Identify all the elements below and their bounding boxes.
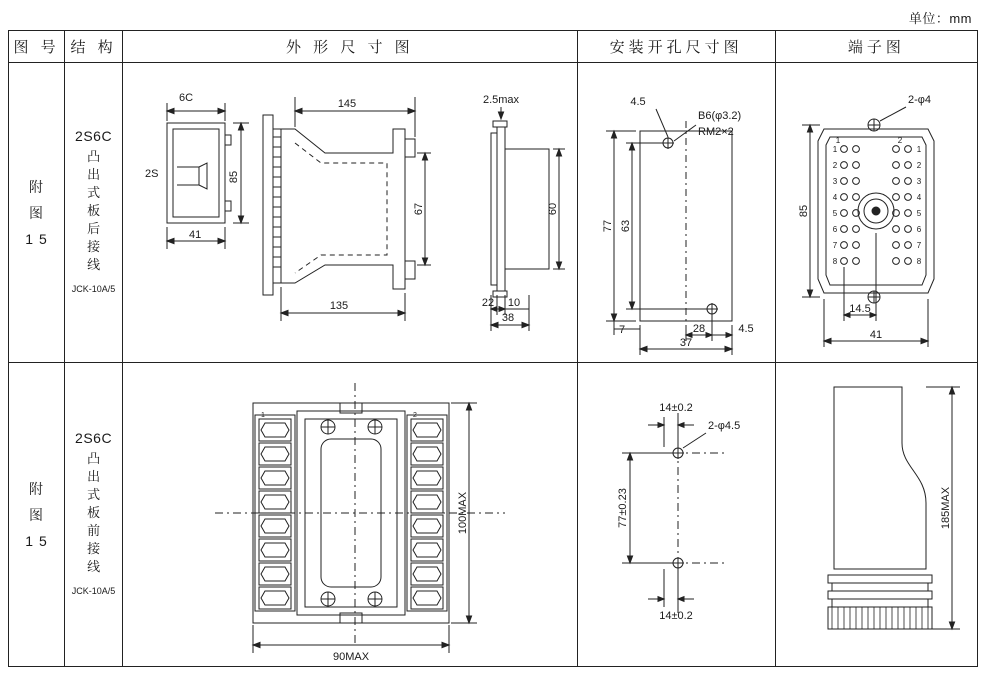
dim-label: 145 (337, 98, 357, 110)
structure-text-line: 接 (87, 540, 101, 556)
dim-label: 85 (798, 204, 811, 218)
drawing-no-line: 图 (29, 204, 45, 221)
dim-label: 41 (188, 229, 202, 241)
structure-text-line: 接 (87, 238, 101, 254)
table-row (9, 363, 978, 667)
dim-label: 77±0.23 (617, 488, 630, 528)
outline-drawing-row1 (125, 63, 575, 359)
cell-structure-1 (65, 63, 123, 363)
terminal-number: 4 (833, 193, 838, 202)
drawing-no-line: 附 (29, 178, 45, 195)
cell-outline-2 (123, 363, 577, 667)
structure-text-line: 线 (87, 558, 101, 574)
dim-label: 14±0.2 (659, 610, 693, 622)
cell-drawing-no-1 (9, 63, 65, 363)
structure-text-line: 后 (87, 220, 101, 236)
dim-label: 14.5 (849, 303, 872, 315)
structure-text-line: 板 (87, 202, 101, 218)
structure-text-line: 凸 (87, 148, 101, 164)
structure-text-line: 前 (87, 522, 101, 538)
terminal-number: 7 (833, 241, 838, 250)
terminal-drawing-row1 (776, 63, 976, 359)
terminal-group-no: 1 (260, 412, 265, 419)
dim-label: 4.5 (630, 96, 646, 108)
dim-label: 2.5max (482, 94, 519, 106)
structure-text-line: 出 (87, 468, 101, 484)
drawing-no-line: 附 (29, 480, 45, 497)
header-structure: 结 构 (65, 31, 123, 63)
structure-model: 2S6C (75, 127, 113, 144)
terminal-number: 8 (917, 257, 922, 266)
structure-code: JCK-10A/5 (71, 585, 116, 596)
dim-label: 38 (501, 312, 514, 324)
cell-drawing-no-2 (9, 363, 65, 667)
dim-label: 10 (507, 297, 520, 309)
structure-model: 2S6C (75, 429, 113, 446)
dim-label: 37 (680, 337, 693, 349)
mounting-drawing-row1 (578, 63, 774, 359)
terminal-number: 4 (917, 193, 922, 202)
terminal-group-no: 2 (412, 412, 417, 419)
dim-label: 100MAX (456, 491, 469, 535)
terminal-number: 3 (917, 177, 922, 186)
structure-text-line: 式 (87, 184, 101, 200)
drawing-no-line: 1 5 (25, 532, 48, 549)
dim-label: 7 (619, 324, 626, 336)
dim-label: 63 (620, 219, 633, 233)
outline-drawing-row2 (125, 363, 575, 663)
cell-mounting-2 (577, 363, 775, 667)
unit-note: 单位：mm (908, 11, 972, 26)
cell-structure-2 (65, 363, 123, 667)
dim-label: 60 (546, 202, 559, 216)
terminal-number: 2 (833, 161, 838, 170)
dim-label: 41 (870, 329, 883, 341)
dim-label: 90MAX (332, 651, 369, 663)
structure-text-line: 出 (87, 166, 101, 182)
dim-label: 28 (693, 323, 706, 335)
table-row (9, 63, 978, 363)
terminal-number: 2 (917, 161, 922, 170)
terminal-number: 7 (917, 241, 922, 250)
dim-label: 77 (602, 219, 615, 233)
structure-text-line: 板 (87, 504, 101, 520)
dim-label: 4.5 (738, 323, 754, 335)
structure-code: JCK-10A/5 (71, 283, 116, 294)
structure-text-line: 线 (87, 256, 101, 272)
header-terminal: 端子图 (775, 31, 977, 63)
cell-outline-1 (123, 63, 577, 363)
dim-label: 85 (227, 170, 240, 184)
terminal-number: 5 (917, 209, 922, 218)
dim-label: 67 (412, 202, 425, 216)
terminal-number: 1 (917, 145, 922, 154)
header-mounting-hole: 安装开孔尺寸图 (577, 31, 775, 63)
cell-terminal-2 (775, 363, 977, 667)
drawing-no-line: 图 (29, 506, 45, 523)
dim-label: 2S (144, 168, 159, 180)
dim-label: 2-φ4.5 (708, 420, 741, 432)
drawing-no-line: 1 5 (25, 230, 48, 247)
dim-label: B6(φ3.2) (698, 110, 742, 122)
header-outline-dimensions: 外 形 尺 寸 图 (123, 31, 577, 63)
dim-label: 22 (481, 297, 494, 309)
dim-label: 6C (178, 92, 193, 104)
terminal-number: 3 (833, 177, 838, 186)
dimension-table (8, 30, 978, 667)
cell-mounting-1 (577, 63, 775, 363)
terminal-number: 6 (833, 225, 838, 234)
structure-text-line: 式 (87, 486, 101, 502)
structure-text-line: 凸 (87, 450, 101, 466)
dim-label: 185MAX (940, 486, 953, 530)
terminal-group-no: 2 (898, 136, 903, 145)
mounting-drawing-row2 (578, 363, 774, 663)
dim-label: 2-φ4 (908, 94, 932, 106)
terminal-drawing-row2 (776, 363, 976, 663)
table-header-row (9, 31, 978, 63)
terminal-number: 5 (833, 209, 838, 218)
cell-terminal-1 (775, 63, 977, 363)
terminal-number: 1 (833, 145, 838, 154)
terminal-group-no: 1 (836, 136, 841, 145)
dim-label: RM2×2 (698, 126, 734, 138)
header-drawing-no: 图 号 (9, 31, 65, 63)
dim-label: 14±0.2 (659, 402, 693, 414)
terminal-number: 6 (917, 225, 922, 234)
dim-label: 135 (329, 300, 349, 312)
terminal-number: 8 (833, 257, 838, 266)
